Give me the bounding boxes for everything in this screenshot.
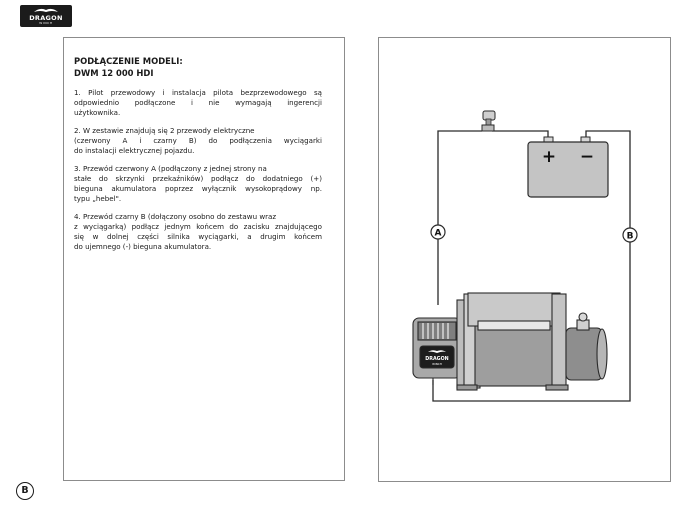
instruction-line: 4. Przewód czarny B (dołączony osobno do zestawu wraz (74, 212, 277, 221)
winch-illustration (413, 293, 607, 390)
instruction-line: bieguna akumulatora poprzez wyłącznik wysokoprądowy np. (74, 184, 322, 193)
wire-b-label: B (626, 231, 634, 242)
instruction-line: odpowiednio podłączone i nie wymagają ingerencji (74, 98, 322, 107)
instruction-line: stałe do skrzynki przekaźników) podłącz do dodatniego (+) (74, 174, 322, 183)
instruction-line: 2. W zestawie znajdują się 2 przewody elektryczne (74, 126, 255, 135)
heading-line-2: DWM 12 000 HDI (74, 67, 154, 78)
instruction-line: 3. Przewód czerwony A (podłączony z jednej strony na (74, 164, 267, 173)
wire-a (438, 131, 482, 305)
wire-a-label: A (434, 228, 442, 239)
instruction-line: (czerwony A i czarny B) do podłączenia wyciągarki (74, 136, 322, 145)
instruction-line: z wyciągarką) podłącz jednym końcem do zacisku znajdującego (74, 222, 322, 231)
heading-line-1: PODŁĄCZENIE MODELI: (74, 56, 183, 66)
instruction-line: się w dolnej części silnika wyciągarki, a drugim końcem (74, 232, 322, 241)
instruction-line: do instalacji elektrycznej pojazdu. (74, 146, 195, 155)
instruction-line: 1. Pilot przewodowy i instalacja pilota bezprzewodowego są (74, 88, 322, 97)
logo-brand: DRAGON (29, 14, 63, 22)
switch-to-plus-wire (492, 131, 548, 140)
instruction-line: typu „hebel". (74, 194, 122, 203)
winch-badge-sub: WINCH (432, 362, 442, 366)
battery-minus-label: − (579, 147, 595, 167)
switch-icon (482, 111, 495, 131)
logo-sub: WINCH (39, 21, 53, 25)
battery-plus-label: + (541, 147, 557, 167)
instruction-line: użytkownika. (74, 108, 121, 117)
battery-icon (528, 137, 608, 197)
winch-badge-brand: DRAGON (425, 357, 449, 362)
page-marker: B (16, 482, 34, 500)
instruction-line: do ujemnego (-) bieguna akumulatora. (74, 242, 212, 251)
